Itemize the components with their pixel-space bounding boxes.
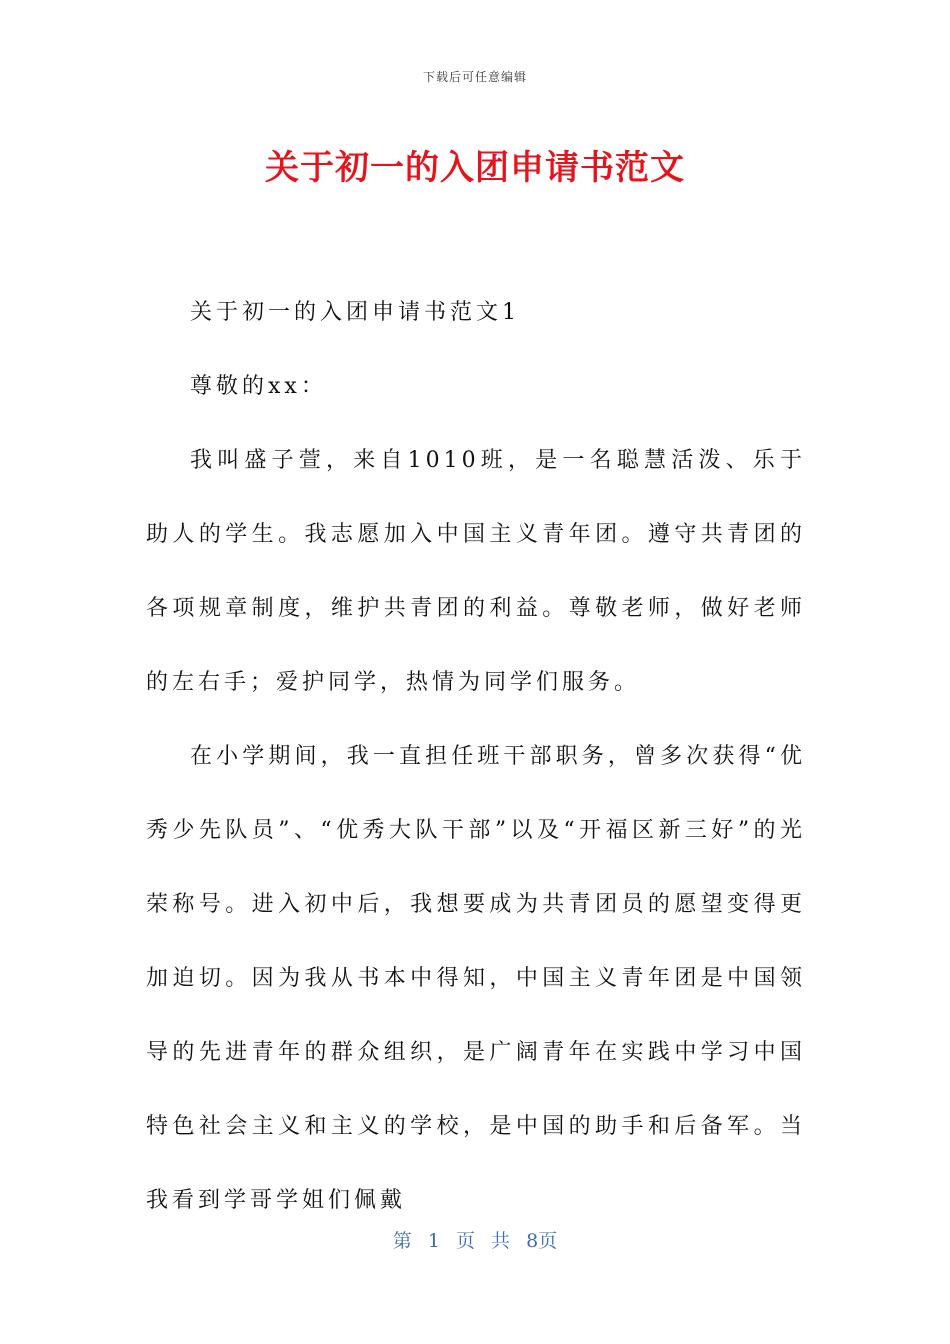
header-note: 下载后可任意编辑	[422, 70, 527, 84]
page-current-number: 1	[427, 1230, 440, 1252]
section-heading: 关于初一的入团申请书范文1	[190, 300, 520, 325]
page-label: 第	[392, 1230, 412, 1252]
body-paragraph: 在小学期间，我一直担任班干部职务，曾多次获得“优秀少先队员”、“优秀大队干部”以及“开福区新三好”的光荣称号。进入初中后，我想要成为共青团员的愿望变得更加迫切。因为我从书本中得知，中国主义青年团是中国领导的先进青年的群众组织，是广阔青年在实践中学习中国特色社会主义和主义的学校，是中国的助手和后备军。当我看到学哥学姐们佩戴	[146, 744, 806, 1213]
document-title: 关于初一的入团申请书范文	[265, 148, 685, 188]
total-pages: 8页	[526, 1230, 558, 1252]
page-unit: 页	[455, 1230, 475, 1252]
page-footer	[0, 1226, 950, 1253]
salutation: 尊敬的xx：	[190, 374, 327, 399]
body-paragraph: 我叫盛子萱，来自1010班，是一名聪慧活泼、乐于助人的学生。我志愿加入中国主义青年团。遵守共青团的各项规章制度，维护共青团的利益。尊敬老师，做好老师的左右手；爱护同学，热情为同学们服务。	[146, 448, 806, 695]
total-label: 共	[491, 1230, 511, 1252]
document-body	[146, 276, 806, 1238]
